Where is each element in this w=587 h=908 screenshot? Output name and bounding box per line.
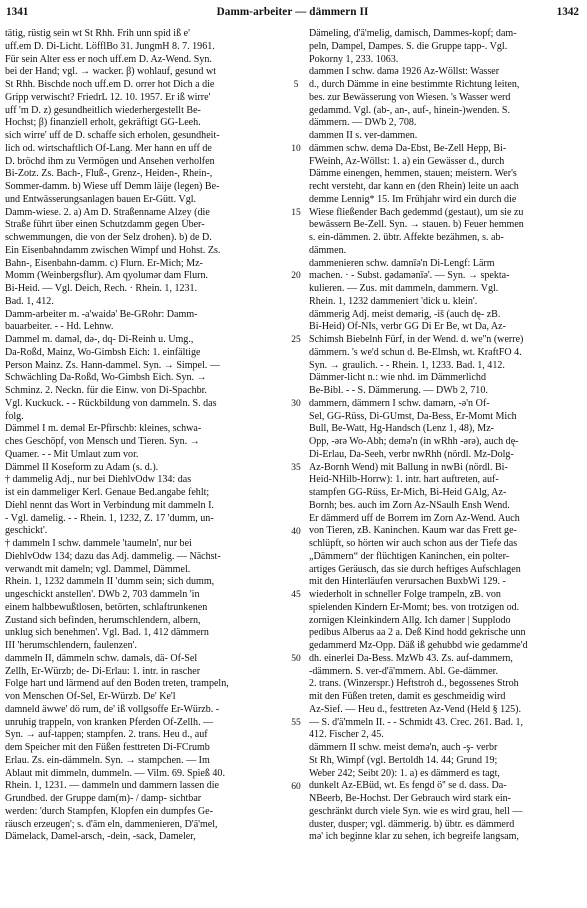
left-column-line: schwemmungen, die von der Selz drohen). b) de D.: [5, 232, 212, 243]
left-column-line: Straße führt über einen Schutzdamm gegen Über-: [5, 219, 205, 231]
right-column-line: peln, Dampel, Dampes. S. die Gruppe tapp-. Vgl.: [309, 40, 508, 52]
left-column-line: uff 'm D. z) gesundheitlich wiederhergestellt Be-: [5, 104, 201, 116]
left-column-line: - Vgl. damelig. - - Rhein. 1, 1232, Z. 17 'dumm, un-: [5, 512, 214, 524]
left-column-line: D. bröchd ihm zu Vermögen und Ansehen verholfen: [5, 155, 215, 167]
line-number: 55: [291, 718, 301, 729]
right-column-line: Bull, Be-Watt, Hg-Handsch (Lenz 1, 48), Mz-: [309, 423, 495, 435]
left-column-line: Erlau. Zs. ein-dämmeln. Syn. → stampchen. — Im: [5, 754, 210, 766]
left-column-line: tätig, rüstig sein wt St Rhh. Frih unn spid iß e': [5, 28, 190, 39]
running-title: Damm-arbeiter — dämmern II: [216, 6, 369, 18]
left-column-line: † dammeln I schw. dammele 'taumeln', nur bei: [5, 538, 192, 549]
left-column-line: † dammelig Adj., nur bei DiehlvOdw 134: das: [5, 474, 192, 486]
left-column-line: Zellh, Er-Würzb; de- Di-Erlau: 1. intr. in rascher: [5, 665, 201, 677]
right-column-line: St Rh, Wimpf (vgl. Bertoldh 14. 44; Grund 19;: [309, 754, 498, 766]
right-column-line: s. ein-dämmen. 2. übtr. Affekte bezähmen, s. ab-: [309, 232, 504, 243]
right-column-line: Bornh; bes. auch im Zorn Az-NSaulh Ensh Wend.: [309, 499, 510, 511]
right-column-line: dämmern II schw. meist demə'n, auch -ş- verbr: [309, 742, 498, 753]
left-column-line: unklug sich benehmen'. Vgl. Bad. 1, 412 dämmern: [5, 627, 209, 639]
right-column-line: Az-Bornh Wend) mit Ballung in nwBi (nördl. Bi-: [309, 461, 508, 473]
right-column-line: spielenden Kindern Er-Momt; bes. von trotzigen od.: [309, 601, 520, 613]
left-column-line: ches Geschöpf, von Mensch und Tieren. Syn. →: [5, 436, 200, 447]
left-column-line: St Rhh. Bischde noch uff.em D. orrer hot Dich a die: [5, 79, 215, 90]
right-column-line: Schimsh Biebelnh Fürf, in der Wend. d. we''n (werre): [309, 334, 524, 345]
right-column-line: Dämeling, d'ä'melig, damisch, Dammes-kopf; dam-: [309, 28, 517, 39]
right-column-line: zornigen Kleinkindern Allg. Ich damer | Supplodo: [309, 614, 511, 626]
left-column-line: Bad. 1, 412.: [5, 295, 54, 307]
right-column-line: NBeerb, Be-Hochst. Der Gebrauch wird stark ein-: [309, 793, 511, 804]
right-column-line: 2. trans. (Winzerspr.) Heftstroh d., begossenes Stroh: [309, 678, 519, 690]
left-column-line: Folge hart und lärmend auf den Boden treten, trampeln,: [5, 678, 229, 690]
left-column-line: Grundbed. der Gruppe dam(m)- / damp- sichtbar: [5, 793, 202, 804]
line-number: 20: [291, 271, 301, 282]
page-number-left: 1341: [6, 6, 29, 18]
right-column-line: Bi-Heid) Of-NIs, verbr GG Di Er Be, wt Da, Az-: [309, 321, 506, 333]
left-column-line: bei der Hand; vgl. → wacker. β) wohlauf, gesund wt: [5, 66, 217, 78]
left-column-line: Quamer. - - Mit Umlaut zum vor.: [5, 448, 139, 460]
line-number: 45: [291, 590, 301, 601]
right-column-line: dämmern. — DWb 2, 708.: [309, 117, 417, 129]
right-column-line: mit den Hinterläufen verursachen BuxbWi 129. -: [309, 576, 506, 588]
right-column-line: dammen I schw. damə 1926 Az-Wöllst: Wasser: [309, 66, 500, 78]
left-column-line: DiehlvOdw 134; dazu das Adj. dammelig. — Nächst-: [5, 550, 221, 562]
right-column-line: dh. einerlei Da-Bess. MzWb 43. Zs. auf-dammern,: [309, 652, 513, 664]
left-column-line: Damm-wiese. 2. a) Am D. Straßenname Alzey (die: [5, 206, 210, 218]
line-number: 60: [291, 781, 301, 792]
right-column-line: Dämmer-licht n.: wie nhd. im Dämmerlichd: [309, 372, 486, 384]
left-column-line: ungeschickt anstellen'. DWb 2, 703 dammeln 'in: [5, 589, 200, 600]
left-column-line: Gripp verwischt? FriedrL 12. 10. 1957. Er iß wirre': [5, 91, 211, 103]
left-column-line: unruhig trappeln, von kranken Pferden Of-Zellh. —: [5, 716, 214, 728]
left-column-line: und Entwässerungsanlagen bauen Er-Gütt. Vgl.: [5, 193, 197, 205]
left-column-line: damneld äwwe' dö rum, de' iß vollgsoffe Er-Würzb. -: [5, 703, 220, 715]
right-column-line: Sel, GG-Rüss, Di-GUmst, Da-Bess, Er-Momt Mich: [309, 410, 517, 422]
right-column-line: Az-Sief. — Heu d., festtreten Az-Vend (Held § 125).: [309, 703, 522, 715]
left-column-line: Bahn-, Eisenbahn-damm. c) Flurn. Er-Mich; Mz-: [5, 257, 203, 269]
left-column-line: sich wirre' uff de D. schaffe sich erholen, gesundheit-: [5, 130, 220, 141]
right-column-line: artiges Geräusch, das sie durch heftiges Aufschlagen: [309, 563, 521, 575]
line-number: 50: [291, 654, 301, 665]
right-column-line: pedibus Alberus aa 2 a. Deß Kind hodd gekrische unn: [309, 627, 526, 639]
left-column-line: Hochst; β) finanziell erholt, gekräftigt GG-Leeh.: [5, 117, 201, 129]
right-column-line: FWeinh, Az-Wöllst: 1. a) ein Gewässer d., durch: [309, 155, 505, 167]
left-column-line: dem Speicher mit den Füßen festtreten Di-FCrumb: [5, 742, 210, 753]
left-column-line: räusch erzeugen'; s. d'äm eln, dammenieren, D'ä'mel,: [5, 818, 218, 830]
line-number: 10: [291, 143, 301, 154]
left-column-line: Bi-Zotz. Zs. Bach-, Fluß-, Grenz-, Heiden-, Rhein-,: [5, 168, 213, 180]
right-column-line: 412. Fischer 2, 45.: [309, 729, 384, 741]
right-column-line: dammern, dämmern I schw. damərn, -ə'n Of-: [309, 397, 490, 409]
left-column-line: Sommer-damm. b) Wiese uff Demm läije (legen) Be-: [5, 181, 220, 192]
line-number: 30: [291, 399, 301, 410]
left-column-line: dammeln II, dämmeln schw. daməls, dä- Of-Sel: [5, 652, 198, 664]
right-column-line: Di-Erlau, Da-Seeh, verbr nwRhh (nördl. Mz-Dolg-: [309, 448, 514, 460]
left-column-line: Schminz. 2. Neckn. für die Einw. von Di-Spachbr.: [5, 385, 207, 396]
right-column-line: Pokorny 1, 233. 1063.: [309, 53, 399, 65]
left-column-line: Dämmel II Koseform zu Adam (s. d.).: [5, 461, 159, 473]
line-number: 5: [293, 80, 299, 91]
right-column-line: demme Lennig* 15. Im Frühjahr wird ein durch die: [309, 193, 517, 205]
right-column-line: dämmerig Adj. meist demərig, -iš (auch dę- zB.: [309, 308, 501, 320]
right-column-line: dämmen.: [309, 244, 347, 256]
left-column-line: Zustand sich befinden, herumschlendern, albern,: [5, 614, 201, 626]
line-number: 25: [291, 335, 301, 346]
line-number: 40: [291, 526, 301, 537]
right-column-line: gedammerd Mz-Opp. Däß iß gehubbd wie gedamme'd: [309, 640, 528, 651]
left-column-line: ist ein dammeliger Kerl. Genaue Bed.angabe fehlt;: [5, 487, 210, 498]
right-column-line: Wiese fließender Bach gedemmd (gestaut), um sie zu: [309, 206, 524, 218]
left-column-line: Bi-Heid. — Vgl. Deich, Rech. · Rhein. 1, 1231.: [5, 283, 198, 294]
left-column-line: werden: 'durch Stampfen, Klopfen ein dumpfes Ge-: [5, 805, 213, 817]
left-column: [5, 28, 283, 844]
left-column-line: Diehl nennt das Wort in Verbindung mit dammeln I.: [5, 499, 214, 511]
right-column-line: mə' ich beginne klar zu sehen, ich begreife langsam,: [309, 831, 519, 843]
left-column-line: Da-Roßd, Mainz, Wo-Gimbsh Eich: 1. einfältige: [5, 346, 201, 358]
right-column-line: gedammd. Vgl. (ab-, an-, auf-, hinein-)wenden. S.: [309, 104, 510, 116]
right-column-line: geschränkt durch viele Syn. wie es wird grau, hell —: [309, 805, 523, 817]
right-column-line: dunkelt Az-EBüd, wt. Es fengd ö'' se d. dass. Da-: [309, 780, 507, 792]
left-column-line: folg.: [5, 410, 24, 422]
left-column-line: verwandt mit dameln; vgl. Dammel, Dämmel.: [5, 563, 191, 575]
line-number: 35: [291, 462, 301, 473]
page-number-right: 1342: [556, 6, 579, 18]
right-column-line: Dämme einengen, hemmen, stauen; meistern. Wer's: [309, 168, 517, 180]
right-column-line: stampfen GG-Rüss, Er-Mich, Bi-Heid GAlg, Az-: [309, 487, 507, 498]
left-column-line: Dämmel I m. deməl Er-Pfirschb: kleines, schwa-: [5, 423, 202, 435]
right-column-line: bewässern Be-Zell. Syn. → stauen. b) Feuer hemmen: [309, 219, 524, 231]
right-column-line: dammen II s. ver-dammen.: [309, 130, 418, 141]
right-column-line: wiederholt in schneller Folge trampeln, zB. von: [309, 589, 501, 600]
left-column-line: einem halbbewußtlosen, betörten, schlaftrunkenen: [5, 601, 208, 613]
left-column-line: Damm-arbeiter m. -a'waidə' Be-GRohr: Damm-: [5, 308, 198, 320]
right-column-line: dämmen schw. demə Da-Ebst, Be-Zell Hepp, Bi-: [309, 142, 507, 154]
right-column-line: von Tieren, zB. Kaninchen. Kaum war das Frett ge-: [309, 525, 517, 537]
right-column-line: recht versteht, dar kann en (den Rhein) leite un aach: [309, 181, 519, 192]
left-column-line: Dämelack, Damel-arsch, -dein, -sack, Dameler,: [5, 831, 196, 843]
left-column-line: uff.em D. Di-Licht. LöfflBo 31. JungmH 8. 7. 1961.: [5, 40, 215, 52]
left-column-line: Schwächling Da-Roßd, Wo-Gimbsh Eich. Syn. →: [5, 372, 207, 384]
left-column-line: Momm (Weinbergsflur). Am qyolumər dam Flurn.: [5, 270, 208, 282]
right-column-line: dämmern. 's we'd schun d. Be-Elmsh, wt. KraftFO 4.: [309, 346, 522, 358]
left-column-line: Vgl. Kuckuck. - - Rückbildung von dammeln. S. das: [5, 397, 217, 409]
right-column-line: dammenieren schw. damnīə'n Di-Lengf: Lärm: [309, 257, 495, 269]
left-column-line: Dammel m. daməl, də-, dq- Di-Reinh u. Umg.,: [5, 334, 194, 345]
right-column-line: „Dämmern“ der flüchtigen Kaninchen, ein polter-: [309, 550, 510, 562]
left-column-line: lich od. wirtschaftlich Of-Lang. Mer hann en uff de: [5, 142, 212, 154]
left-column-line: Rhein. 1, 1231. — dammeln und dammern lassen die: [5, 780, 220, 792]
left-column-line: bauarbeiter. - - Hd. Lehnw.: [5, 321, 114, 333]
right-column-line: machen. · - Subst. gədamənīə'. — Syn. → spekta-: [309, 270, 510, 282]
left-column-line: geschickt'.: [5, 525, 48, 537]
right-column-line: — S. d'ä'mmeln II. - - Schmidt 43. Crec. 261. Bad. 1,: [309, 716, 524, 728]
left-column-line: Für sein Alter ess er noch uff.em D. Az-Wend. Syn.: [5, 53, 212, 65]
left-column-line: Ein Eisenbahndamm zwischen Wimpf und Hohst. Zs.: [5, 244, 221, 256]
right-column-line: Be-Bibl. - - S. Dämmerung. — DWb 2, 710.: [309, 385, 488, 396]
page-header: [6, 6, 579, 24]
right-column-line: Syn. → graulich. - - Rhein. 1, 1233. Bad. 1, 412.: [309, 359, 505, 371]
right-column-line: schlüpft, so hörten wir auch schon aus der Tiefe das: [309, 538, 518, 549]
right-column-line: Er dämmerd uff de Borrem im Zorn Az-Wend. Auch: [309, 512, 520, 524]
right-column-line: Rhein. 1, 1232 dammeniert 'dick u. klein'.: [309, 295, 478, 307]
right-column-line: bes. zur Bewässerung von Wiesen. 's Wasser werd: [309, 91, 511, 103]
right-column-line: Opp, -ərə Wo-Abh; demə'n (in wRhh -ərə), auch dę-: [309, 436, 519, 447]
right-column-line: Weber 242; Seibt 20): 1. a) es dämmerd es tagt,: [309, 767, 500, 779]
right-column: [309, 28, 587, 844]
left-column-line: Person Mainz. Zs. Hann-dammel. Syn. → Simpel. —: [5, 359, 220, 371]
right-column-line: kulieren. — Zus. mit dammeln, dammern. Vgl.: [309, 283, 499, 294]
right-column-line: duster, dusper; vgl. dämmerig. b) übtr. es dämmerd: [309, 818, 515, 830]
right-column-line: mit den Füßen treten, damit es geschmeidig wird: [309, 691, 506, 702]
left-column-line: III 'herumschlendern, faulenzen'.: [5, 640, 137, 651]
left-column-line: Rhein. 1, 1232 dammeln II 'dumm sein; sich dumm,: [5, 576, 215, 588]
left-column-line: von Menschen Of-Sel, Er-Würzb. De' Ke'l: [5, 691, 176, 702]
left-column-line: Syn. → auf-tappen; stampfen. 2. trans. Heu d., auf: [5, 729, 208, 741]
line-number: 15: [291, 207, 301, 218]
right-column-line: -dämmern. S. ver-d'ä'mmern. Abl. Ge-dämmer.: [309, 665, 498, 677]
left-column-line: Ablaut mit dimmeln, dummeln. — Vilm. 69. Spieß 40.: [5, 767, 225, 779]
right-column-line: d., durch Dämme in eine bestimmte Richtung leiten,: [309, 79, 520, 90]
right-column-line: Heid-NHilb-Horrw): 1. intr. hart auftreten, auf-: [309, 474, 499, 486]
